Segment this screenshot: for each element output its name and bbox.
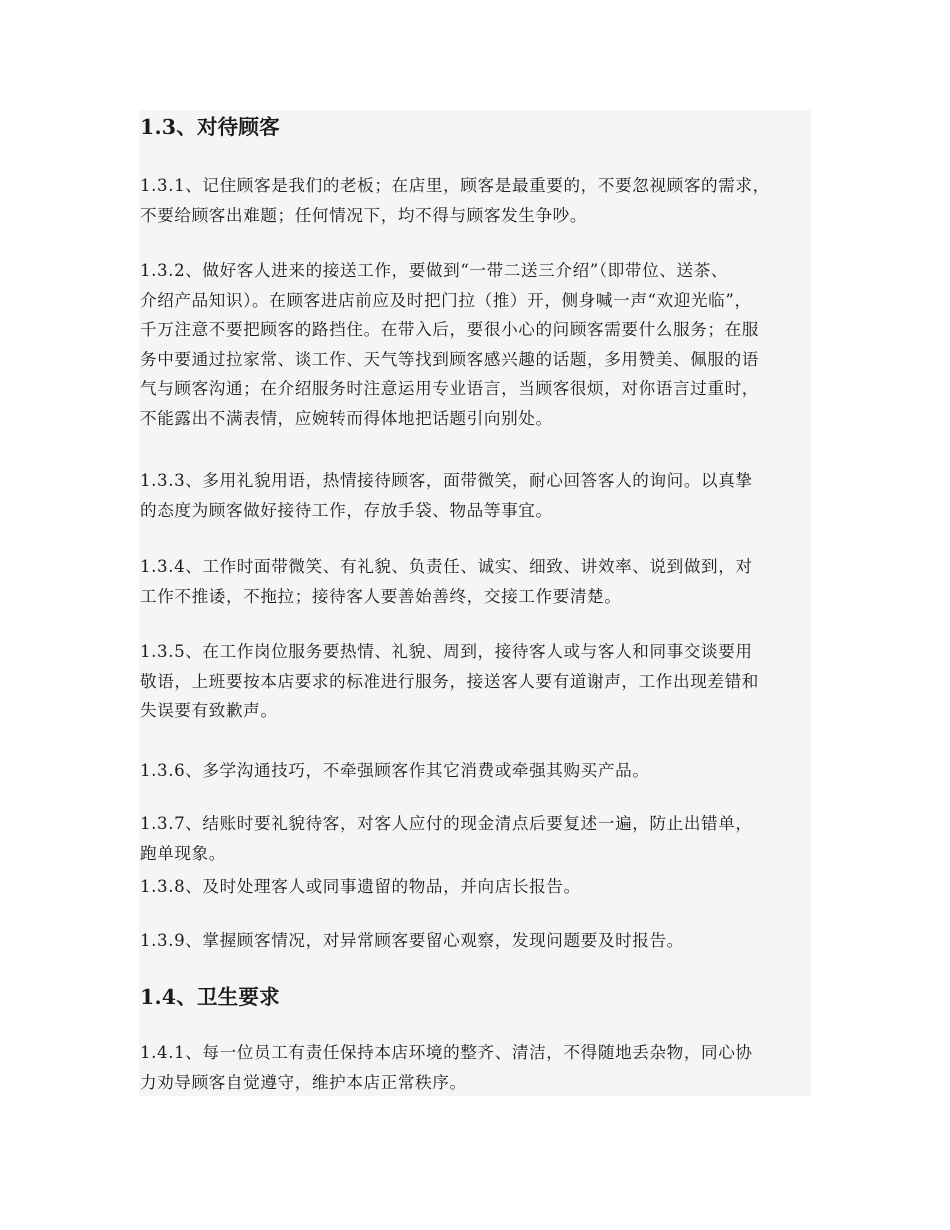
paragraph-1-3-5 (140, 637, 812, 726)
paragraph-1-3-6 (140, 756, 812, 786)
paragraph-line: 1.3.5、在工作岗位服务要热情、礼貌、周到，接待客人或与客人和同事交谈要用 (140, 642, 753, 661)
paragraph-1-3-3 (140, 466, 812, 525)
paragraph-line: 1.3.6、多学沟通技巧，不牵强顾客作其它消费或牵强其购买产品。 (140, 761, 650, 780)
paragraph-1-3-8 (140, 872, 812, 902)
paragraph-1-3-2 (140, 256, 812, 433)
paragraph-line: 的态度为顾客做好接待工作，存放手袋、物品等事宜。 (140, 500, 553, 520)
paragraph-line: 1.3.9、掌握顾客情况，对异常顾客要留心观察，发现问题要及时报告。 (140, 931, 684, 950)
paragraph-line: 跑单现象。 (140, 843, 226, 863)
paragraph-line: 不要给顾客出难题；任何情况下，均不得与顾客发生争吵。 (140, 205, 588, 225)
paragraph-1-3-7 (140, 809, 812, 868)
paragraph-line: 失误要有致歉声。 (140, 701, 278, 720)
paragraph-line: 千万注意不要把顾客的路挡住。在带入后，要很小心的问顾客需要什么服务；在服 (140, 320, 759, 339)
paragraph-1-3-4 (140, 552, 812, 611)
section-heading-1-3: 1.3、对待顾客 (140, 115, 280, 139)
paragraph-1-4-1 (140, 1038, 812, 1097)
paragraph-line: 1.3.2、做好客人进来的接送工作，要做到“一带二送三介绍”（即带位、送茶、 (140, 261, 729, 280)
paragraph-1-3-1 (140, 171, 812, 230)
paragraph-line: 1.3.3、多用礼貌用语，热情接待顾客，面带微笑，耐心回答客人的询问。以真挚 (140, 471, 753, 490)
paragraph-1-3-9 (140, 926, 812, 956)
paragraph-line: 不能露出不满表情，应婉转而得体地把话题引向别处。 (140, 408, 553, 428)
paragraph-line: 气与顾客沟通；在介绍服务时注意运用专业语言，当顾客很烦，对你语言过重时， (140, 379, 759, 398)
paragraph-line: 力劝导顾客自觉遵守，维护本店正常秩序。 (140, 1072, 467, 1092)
paragraph-line: 1.4.1、每一位员工有责任保持本店环境的整齐、清洁，不得随地丢杂物，同心协 (140, 1043, 753, 1062)
paragraph-line: 1.3.7、结账时要礼貌待客，对客人应付的现金清点后要复述一遍，防止出错单， (140, 814, 753, 833)
paragraph-line: 1.3.8、及时处理客人或同事遗留的物品，并向店长报告。 (140, 877, 581, 896)
paragraph-line: 介绍产品知识）。在顾客进店前应及时把门拉（推）开，侧身喊一声“欢迎光临”， (140, 290, 752, 310)
paragraph-line: 1.3.4、工作时面带微笑、有礼貌、负责任、诚实、细致、讲效率、说到做到，对 (140, 557, 753, 576)
paragraph-line: 务中要通过拉家常、谈工作、天气等找到顾客感兴趣的话题，多用赞美、佩服的语 (140, 349, 759, 369)
section-heading-1-4: 1.4、卫生要求 (140, 985, 280, 1009)
paragraph-line: 工作不推诿，不拖拉；接待客人要善始善终，交接工作要清楚。 (140, 586, 622, 606)
paragraph-line: 1.3.1、记住顾客是我们的老板；在店里，顾客是最重要的，不要忽视顾客的需求， (140, 176, 770, 195)
paragraph-line: 敬语，上班要按本店要求的标准进行服务，接送客人要有道谢声，工作出现差错和 (140, 671, 759, 691)
